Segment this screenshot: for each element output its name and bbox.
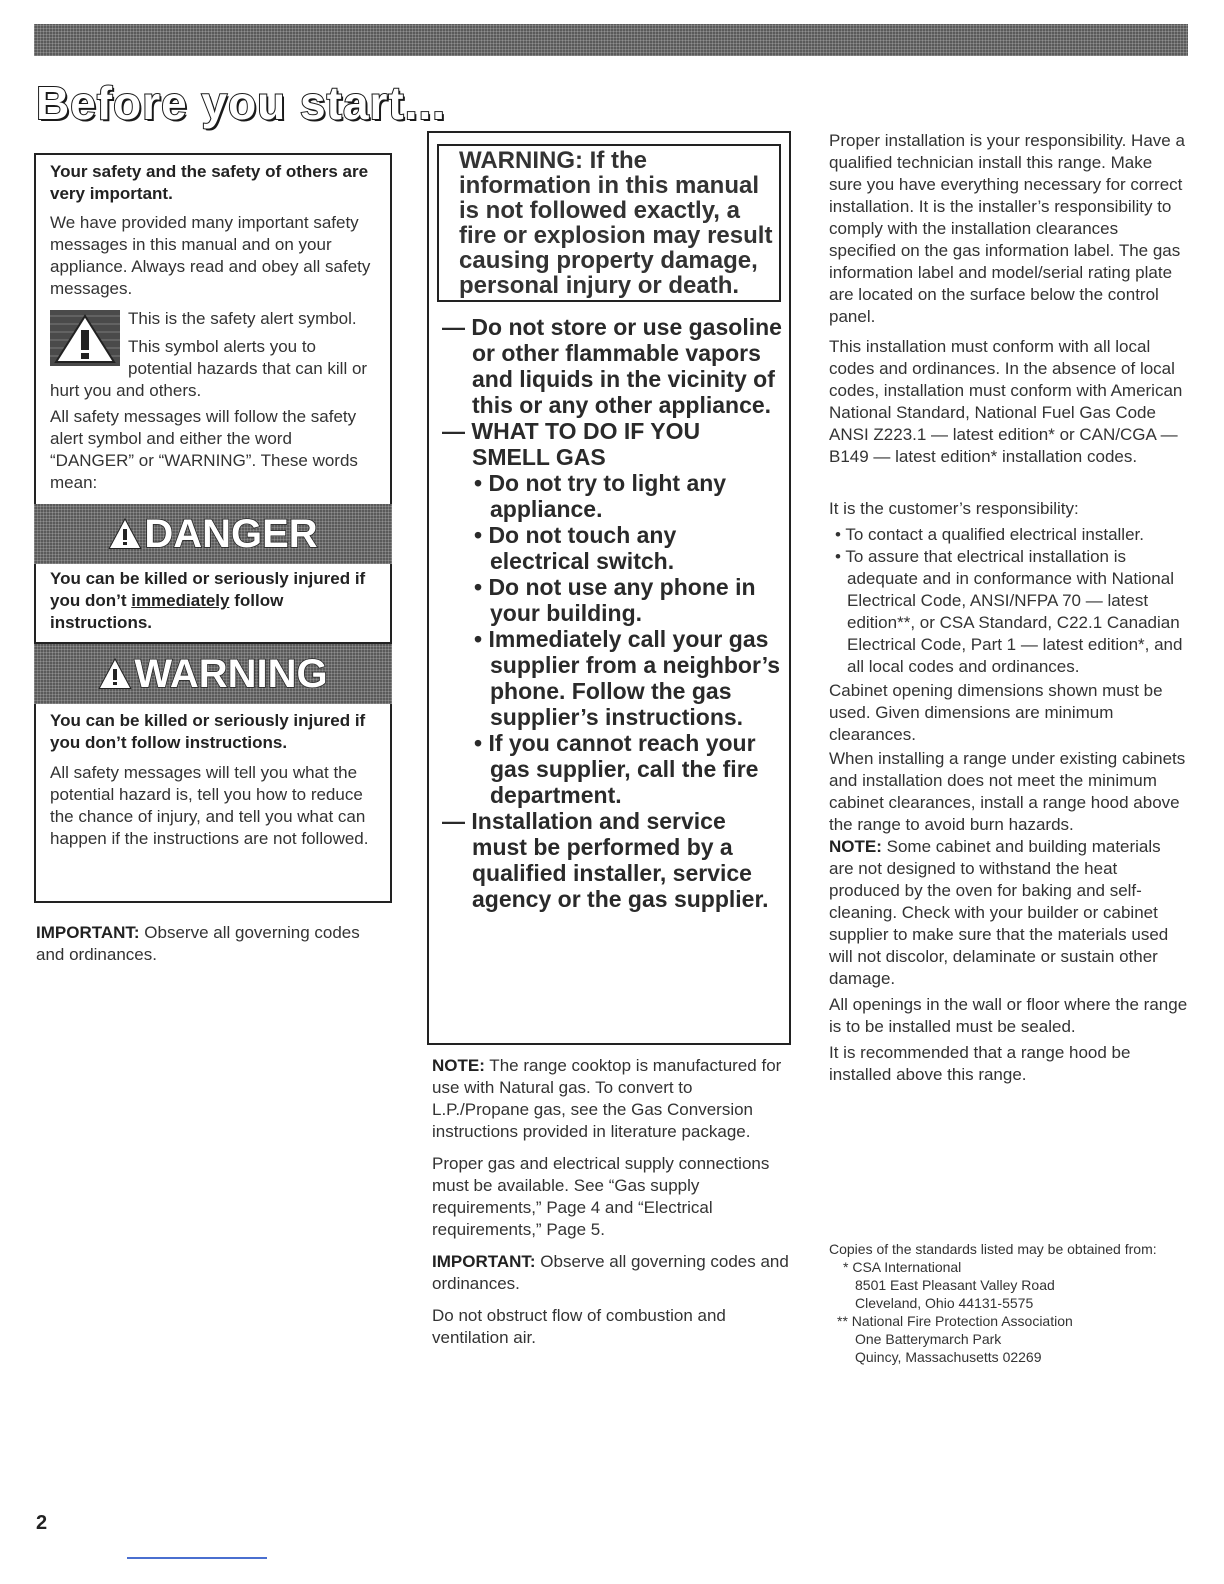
- left-important-note: IMPORTANT: Observe all governing codes and ordinances.: [36, 923, 360, 964]
- obstruct-note: Do not obstruct flow of combustion and ventilation air.: [432, 1306, 726, 1347]
- csa-address-2: Cleveland, Ohio 44131-5575: [855, 1295, 1034, 1311]
- warning-sub-2: • Do not touch any electrical switch.: [474, 522, 677, 574]
- danger-alert-icon: [108, 518, 142, 550]
- range-hood-recommend: It is recommended that a range hood be installed above this range.: [829, 1043, 1131, 1084]
- follow-text: All safety messages will follow the safety alert symbol and either the word “DANGER” or “WARNING”. These words mean:: [50, 407, 358, 492]
- header-bar: [34, 24, 1188, 56]
- danger-banner: [34, 504, 392, 564]
- nfpa-address-1: One Batterymarch Park: [855, 1331, 1002, 1347]
- alert-line-1: This is the safety alert symbol.: [128, 309, 357, 328]
- csa-name: * CSA International: [843, 1259, 962, 1275]
- safety-alert-icon: [50, 310, 120, 366]
- installation-para-2: This installation must conform with all local codes and ordinances. In the absence of local codes, installation must conform with American National Standard, National Fuel Gas Code ANSI Z223.1 — latest edition* or CAN/CGA — B149 — latest edition* installation codes.: [829, 337, 1183, 466]
- footnote-intro: Copies of the standards listed may be obtained from:: [829, 1241, 1157, 1257]
- installation-text: [829, 130, 1189, 1086]
- warning-sub-3: • Do not use any phone in your building.: [474, 574, 756, 626]
- middle-important-note: IMPORTANT: Observe all governing codes and ordinances.: [432, 1252, 789, 1293]
- openings-sealed: All openings in the wall or floor where the range is to be installed must be sealed.: [829, 995, 1188, 1036]
- alert-line-2: This symbol alerts you to potential hazards that can kill or hurt you and others.: [50, 337, 368, 400]
- warning-banner: [34, 644, 392, 704]
- warning-sub-4: • Immediately call your gas supplier from a neighbor’s phone. Follow the gas supplier’s instructions.: [474, 626, 781, 730]
- warning-sub-1: • Do not try to light any appliance.: [474, 470, 727, 522]
- warning-label: WARNING: [134, 651, 328, 696]
- warning-sub-5: • If you cannot reach your gas supplier, call the fire department.: [474, 730, 759, 808]
- bottom-rule: [127, 1557, 267, 1559]
- cabinet-dimensions: Cabinet opening dimensions shown must be used. Given dimensions are minimum clearances.: [829, 681, 1163, 744]
- nfpa-name: ** National Fire Protection Association: [837, 1313, 1073, 1329]
- middle-notes: [432, 1055, 792, 1349]
- standards-footnotes: [829, 1240, 1189, 1366]
- responsibility-bullet-1: • To contact a qualified electrical installer.: [835, 525, 1144, 544]
- safety-message-box: [34, 153, 392, 903]
- safety-intro: We have provided many important safety messages in this manual and on your appliance. Always read and obey all safety messages.: [50, 213, 371, 298]
- responsibility-bullet-2: • To assure that electrical installation is adequate and in conformance with National Electrical Code, ANSI/NFPA 70 — latest edition**, or CSA Standard, C22.1 Canadian Electrical Code, Part 1 — latest edition*, and all local codes and ordinances.: [835, 547, 1183, 676]
- page-number: 2: [36, 1512, 48, 1534]
- warning-alert-icon: [98, 658, 132, 690]
- safety-closing: All safety messages will tell you what the potential hazard is, tell you how to reduce the chance of injury, and tell you what can happen if the instructions are not followed.: [50, 763, 369, 848]
- danger-label: DANGER: [144, 511, 318, 556]
- warning-item-3: — Installation and service must be performed by a qualified installer, service agency or the gas supplier.: [442, 808, 769, 912]
- customer-responsibility: It is the customer’s responsibility:: [829, 499, 1079, 518]
- nfpa-address-2: Quincy, Massachusetts 02269: [855, 1349, 1042, 1365]
- csa-address-1: 8501 East Pleasant Valley Road: [855, 1277, 1055, 1293]
- page-title: Before you start...: [36, 77, 447, 129]
- cooktop-note: NOTE: The range cooktop is manufactured for use with Natural gas. To convert to L.P./Propane gas, see the Gas Conversion instructions provided in literature package.: [432, 1056, 782, 1141]
- warning-list: [442, 314, 782, 912]
- warning-text: You can be killed or seriously injured if you don’t follow instructions.: [50, 711, 366, 752]
- supply-note: Proper gas and electrical supply connections must be available. See “Gas supply requirements,” Page 4 and “Electrical requirements,” Page 5.: [432, 1154, 770, 1239]
- installation-para-1: Proper installation is your responsibility. Have a qualified technician install this range. Make sure you have everything necessary for correct installation. It is the installer’s responsibility to comply with the installation clearances specified on the gas information label. The gas information label and model/serial rating plate are located on the surface below the control panel.: [829, 131, 1185, 326]
- range-hood-clearance: When installing a range under existing cabinets and installation does not meet the minimum cabinet clearances, install a range hood above the range to avoid burn hazards.: [829, 749, 1186, 834]
- warning-item-1: — Do not store or use gasoline or other flammable vapors and liquids in the vicinity of this or any other appliance.: [442, 314, 782, 418]
- danger-text: You can be killed or seriously injured if you don’t immediately follow instructions.: [50, 569, 366, 632]
- cabinet-materials-note: NOTE: Some cabinet and building materials are not designed to withstand the heat produced by the oven for baking and self-cleaning. Check with your builder or cabinet supplier to make sure that the materials used will not discolor, delaminate or sustain other damage.: [829, 837, 1169, 988]
- warning-item-2: — WHAT TO DO IF YOU SMELL GAS: [442, 418, 701, 470]
- safety-heading: Your safety and the safety of others are very important.: [50, 162, 369, 203]
- warning-header: WARNING: If the information in this manual is not followed exactly, a fire or explosion may result causing property damage, personal injury or death.: [437, 144, 781, 302]
